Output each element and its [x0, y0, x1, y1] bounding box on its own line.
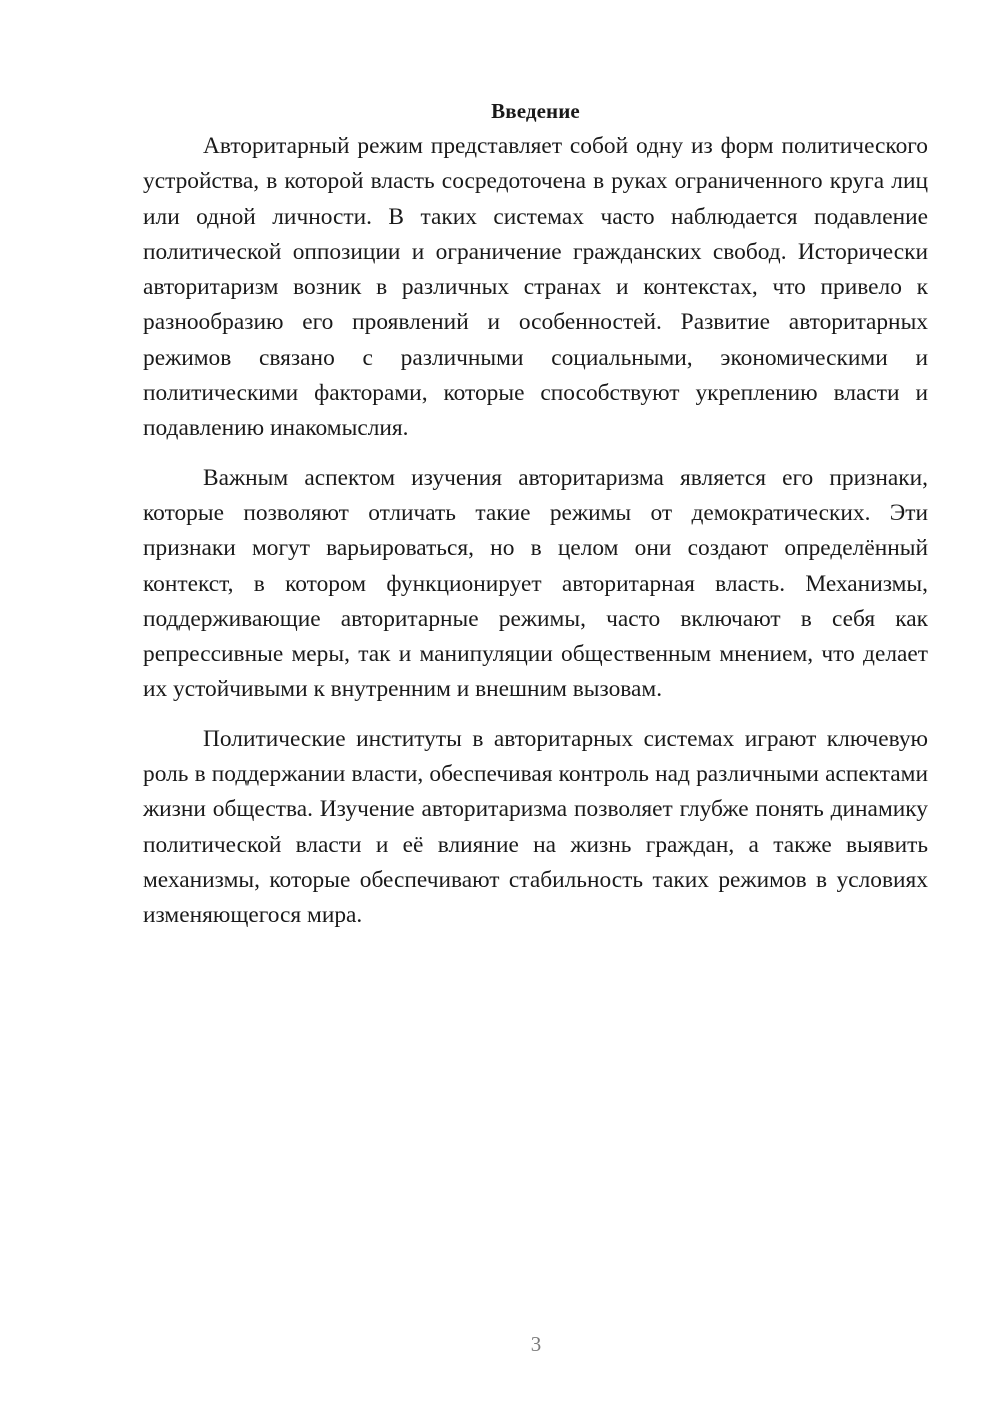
paragraph-1: Авторитарный режим представляет собой одну из форм политического устройства, в которой власть сосредоточена в руках ограниченного круга лиц или одной личности. В таких системах часто наблюдается подавление политической оппозиции и ограничение гражданских свобод. Исторически авторитаризм возник в различных странах и контекстах, что привело к разнообразию его проявлений и особенностей. Развитие авторитарных режимов связано с различными социальными, экономическими и политическими факторами, которые способствуют укреплению власти и подавлению инакомыслия. — [143, 133, 928, 442]
page-content — [143, 96, 928, 948]
paragraph-2: Важным аспектом изучения авторитаризма является его признаки, которые позволяют отличать такие режимы от демократических. Эти признаки могут варьироваться, но в целом они создают определённый контекст, в котором функционирует авторитарная власть. Механизмы, поддерживающие авторитарные режимы, часто включают в себя как репрессивные меры, так и манипуляции общественным мнением, что делает их устойчивыми к внутренним и внешним вызовам. — [143, 464, 928, 703]
section-title: Введение — [491, 99, 580, 123]
page-number: 3 — [530, 1332, 542, 1356]
paragraph-3: Политические институты в авторитарных системах играют ключевую роль в поддержании власти, обеспечивая контроль над различными аспектами жизни общества. Изучение авторитаризма позволяет глубже понять динамику политической власти и её влияние на жизнь граждан, а также выявить механизмы, которые обеспечивают стабильность таких режимов в условиях изменяющегося мира. — [143, 725, 928, 929]
